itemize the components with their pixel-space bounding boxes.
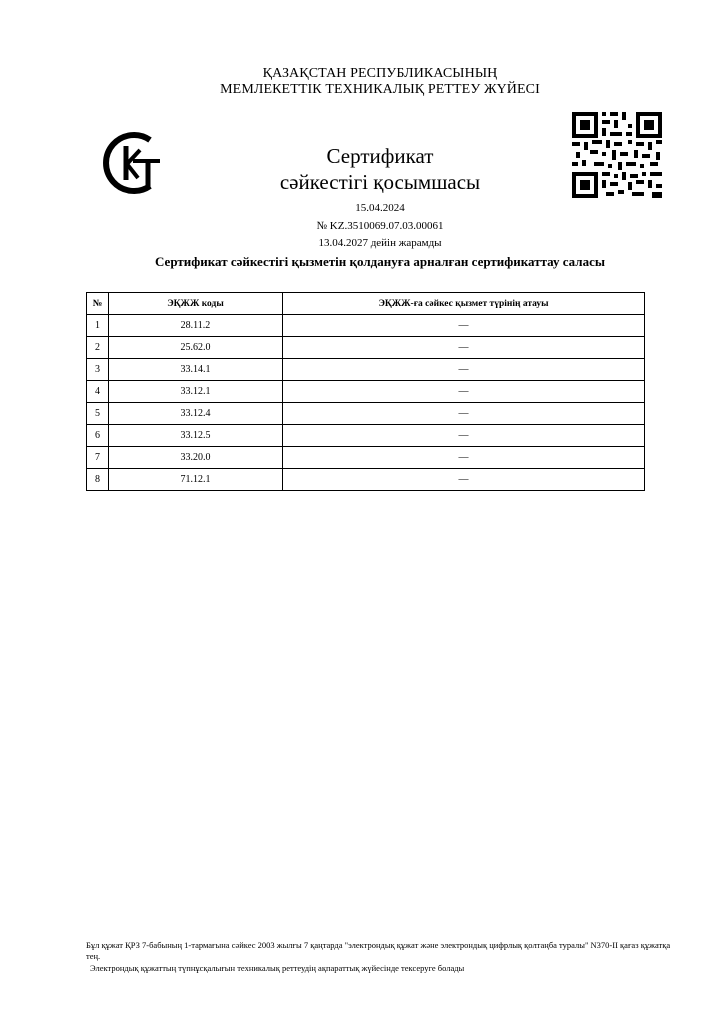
row-code: 25.62.0 [109,337,283,359]
row-number: 8 [87,469,109,491]
column-header-service-name: ЭҚЖЖ-ға сәйкес қызмет түрінің атауы [283,293,645,315]
row-service-name: — [283,447,645,469]
table-row [87,425,645,447]
table-row [87,447,645,469]
row-code: 71.12.1 [109,469,283,491]
row-code: 33.14.1 [109,359,283,381]
row-number: 7 [87,447,109,469]
row-service-name: — [283,425,645,447]
row-number: 4 [87,381,109,403]
column-header-number: № [87,293,109,315]
row-code: 33.12.5 [109,425,283,447]
row-service-name: — [283,403,645,425]
header-line-1: ҚАЗАҚСТАН РЕСПУБЛИКАСЫНЫҢ [262,66,498,81]
row-code: 33.12.1 [109,381,283,403]
header-line-2: МЕМЛЕКЕТТІК ТЕХНИКАЛЫҚ РЕТТЕУ ЖҮЙЕСІ [220,82,540,97]
table-row [87,381,645,403]
row-number: 5 [87,403,109,425]
title-line-1: Сертификат [326,144,434,168]
valid-until: 13.04.2027 дейін жарамды [318,237,442,249]
table-header-row [87,293,645,315]
row-service-name: — [283,315,645,337]
table-row [87,337,645,359]
table-row [87,403,645,425]
footer-legal-note: Бұл құжат ҚРЗ 7-бабының 1-тармағына сәйкес 2003 жылғы 7 қаңтарда "электрондық құжат және электрондық цифрлық қолтаңба туралы" N370-II қағаз құжатқа тең. [86,940,671,961]
row-code: 33.20.0 [109,447,283,469]
row-service-name: — [283,469,645,491]
qr-code-icon [572,112,662,198]
row-number: 3 [87,359,109,381]
certificate-number: № KZ.3510069.07.03.00061 [316,220,444,232]
footer-verification-note: Электрондық құжаттың түпнұсқалығын техникалық реттеудің ақпараттық жүйесінде тексеруге болады [90,963,465,973]
issue-date: 15.04.2024 [355,202,405,214]
row-code: 28.11.2 [109,315,283,337]
row-number: 2 [87,337,109,359]
column-header-code: ЭҚЖЖ коды [109,293,283,315]
row-service-name: — [283,359,645,381]
kt-conformity-mark-icon [100,128,170,198]
row-service-name: — [283,337,645,359]
table-row [87,359,645,381]
row-number: 1 [87,315,109,337]
section-title: Сертификат сәйкестігі қызметін қолдануға арналған сертификаттау саласы [155,254,605,269]
row-number: 6 [87,425,109,447]
table-row [87,469,645,491]
row-code: 33.12.4 [109,403,283,425]
certification-scope-table [86,292,645,491]
title-line-2: сәйкестігі қосымшасы [279,170,481,194]
table-row [87,315,645,337]
row-service-name: — [283,381,645,403]
